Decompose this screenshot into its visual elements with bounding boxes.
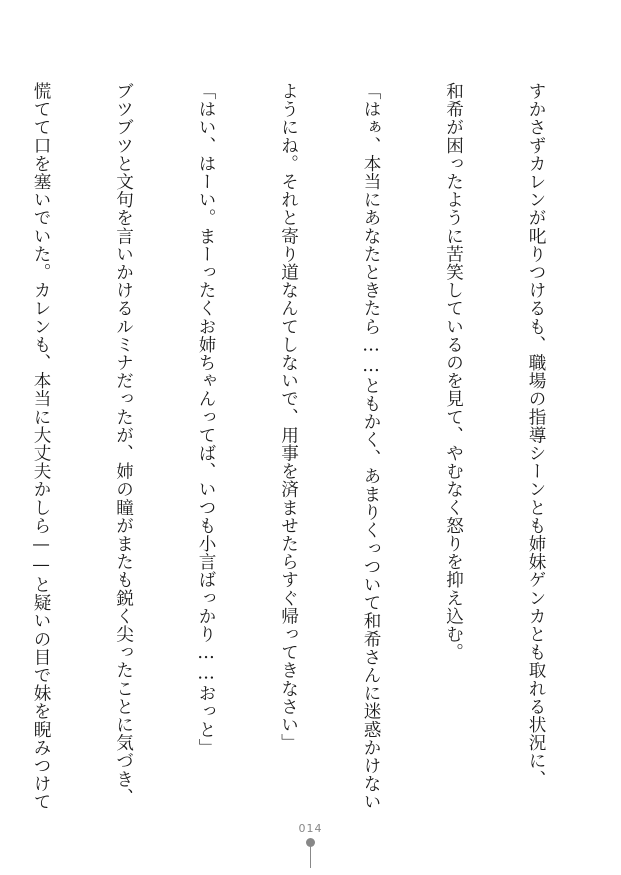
text-line: すかさずカレンが叱りつけるも、職場の指導シーンとも姉妹ゲンカとも取れる状況に、 (526, 82, 546, 788)
text-line: 和希が困ったように苦笑しているのを見て、やむなく怒りを抑え込む。 (443, 82, 464, 662)
vertical-body-text (0, 82, 604, 811)
text-line: 「はぁ、本当にあなたときたら……ともかく、あまりくっついて和希さんに迷惑かけない (361, 82, 381, 811)
text-line: ブツブツと文句を言いかけるルミナだったが、姉の瞳がまたも鋭く尖ったことに気づき、 (113, 82, 134, 806)
text-line: ようにね。それと寄り道なんてしないで、用事を済ませたらすぐ帰ってきなさい」 (278, 82, 299, 752)
page-number: 014 (298, 822, 323, 835)
text-line: 慌てて口を塞いでいた。カレンも、本当に大丈夫かしら——と疑いの目で妹を睨みつけて (31, 82, 51, 811)
page-ornament-line (310, 840, 311, 868)
text-line: 「はい、はーい。まーったくお姉ちゃんってば、いつも小言ばっかり……おっと」 (196, 82, 216, 757)
